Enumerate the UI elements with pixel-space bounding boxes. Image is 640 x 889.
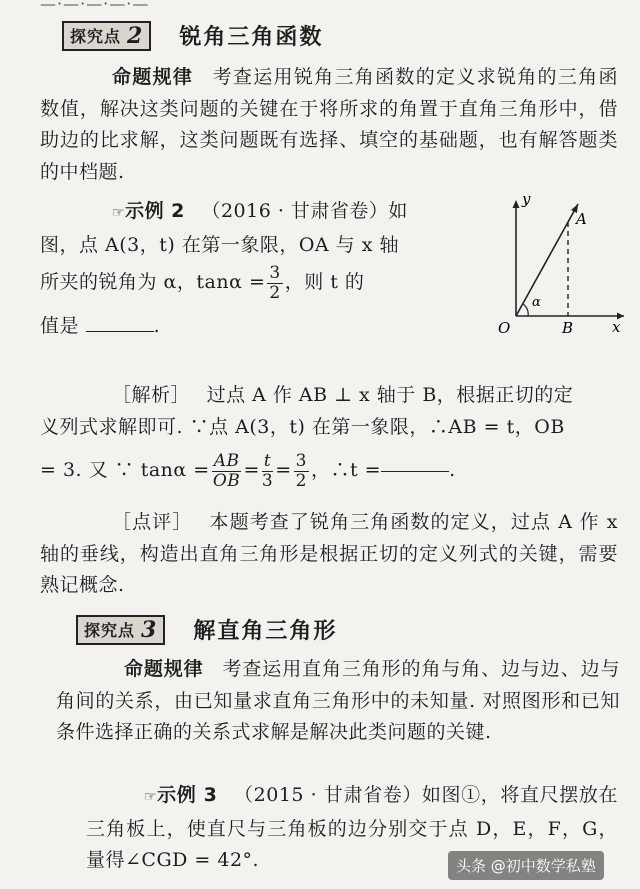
example-line-1 [40,196,460,230]
section-title: 锐角三角函数 [179,25,324,50]
example-text: （2015 · 甘肃省卷）如图①，将直尺摆放在三角板上，使直尺与三角板的边分别交于点 D，E，F，G，量得∠CGD = 42°. [86,784,618,871]
section-title: 解直角三角形 [193,619,338,644]
equals-sign: = [275,459,292,482]
origin-label: O [498,319,511,337]
fraction-denominator: 2 [295,470,307,491]
fraction-numerator: AB [213,450,240,471]
badge-label: 探究点 [84,621,136,640]
example-line-4: 值是 . [40,315,161,337]
fraction-denominator: OB [212,470,241,491]
analysis-text: ，∴t = [311,459,382,482]
rule-text: 考查运用直角三角形的角与角、边与边、边与角间的关系，由已知量求直角三角形中的未知量. 对照图形和已知条件选择正确的关系式求解是解决此类问题的关键. [56,658,620,743]
analysis-line-3: = 3. 又 ∵ tanα = $\frac{AB}{OB}$ = $\frac{t}{3}$ = $\frac{3}{2}$ ，∴t = . [40,450,456,491]
rule-label: 命题规律 [112,66,194,88]
point-b-label: B [562,319,574,337]
review-label: ［点评］ [112,511,193,533]
answer-blank [381,471,449,472]
answer-blank [86,331,154,332]
watermark: 头条 @初中数学私塾 [448,851,604,880]
pointing-hand-icon: ☞ [144,789,158,805]
fraction-numerator: t [263,450,272,471]
x-label: x [612,318,621,336]
example-text: ，则 t 的 [284,271,365,294]
example-text: 值是 [40,315,80,337]
example-label: 示例 3 [157,784,218,806]
section-2-header [62,20,323,51]
badge-number: 2 [127,22,144,49]
fraction-3-2 [294,452,309,491]
analysis-line-1 [40,380,618,412]
review [40,507,618,602]
badge-number: 3 [141,616,158,643]
tan-fraction [267,264,282,303]
analysis-label: ［解析］ [112,384,191,406]
analysis-text: 过点 A 作 AB ⊥ x 轴于 B，根据正切的定 [206,384,574,406]
alpha-label: α [532,295,541,310]
fraction-ab-ob [212,452,242,491]
section-badge [76,615,165,645]
analysis-text: = 3. 又 ∵ tanα = [40,459,210,482]
example-label: 示例 2 [125,200,185,222]
fraction-numerator: 3 [295,450,307,471]
y-label: y [522,192,531,208]
rule-label: 命题规律 [124,658,204,680]
segment-oa [516,204,578,316]
analysis-line-2: 义列式求解即可. ∵点 A(3，t) 在第一象限，∴AB = t，OB [40,415,565,438]
angle-arc [523,304,528,316]
fraction-numerator: 3 [269,262,281,283]
equals-sign: = [243,459,260,482]
example-source: （2016 · 甘肃省卷）如 [201,200,408,222]
example-text: 所夹的锐角为 α，tanα = [40,271,266,294]
rule-text: 考查运用锐角三角函数的定义求锐角的三角函数值，解决这类问题的关键在于将所求的角置于直角三角形中，借助边的比求解，这类问题既有选择、填空的基础题，也有解答题类的中档题. [40,66,618,183]
badge-label: 探究点 [70,27,122,46]
example-line-3 [40,261,460,305]
example-line-2: 图，点 A(3，t) 在第一象限，OA 与 x 轴 [40,233,399,256]
coordinate-graph [468,192,628,337]
fraction-denominator: 2 [269,282,281,303]
pointing-hand-icon: ☞ [112,205,126,221]
example-2 [40,196,460,343]
cut-off-text: —·—·—·—·— [40,0,150,13]
point-a-label: A [576,210,587,228]
analysis [40,380,618,499]
review-text: 本题考查了锐角三角函数的定义，过点 A 作 x 轴的垂线，构造出直角三角形是根据正切的定义列式的关键，需要熟记概念. [40,511,618,596]
section-3-header [76,614,337,645]
rule-paragraph [40,62,618,188]
fraction-t-3 [262,452,273,491]
fraction-denominator: 3 [261,470,274,491]
y-axis-arrow [513,200,520,208]
section-badge [62,21,151,51]
rule-paragraph [56,654,620,749]
